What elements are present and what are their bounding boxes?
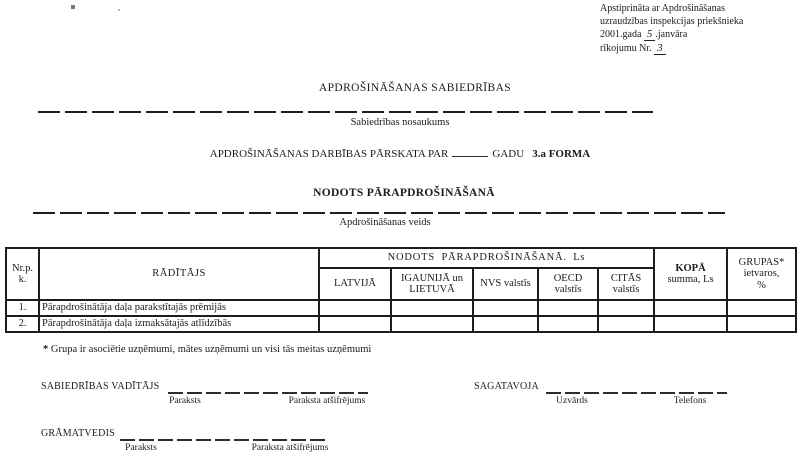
value-cell — [727, 316, 796, 332]
row-number: 2. — [6, 316, 39, 332]
value-cell — [473, 316, 538, 332]
value-cell — [654, 316, 727, 332]
table-row — [6, 316, 796, 332]
report-title — [0, 145, 800, 160]
scan-artifact — [118, 9, 120, 11]
approval-line-1: Apstiprināta ar Apdrošināšanas — [600, 3, 725, 14]
value-cell — [598, 300, 654, 316]
value-cell — [654, 300, 727, 316]
signature-accountant-sub-atsifrejums: Paraksta atšifrējums — [251, 443, 329, 453]
signature-director-label: SABIEDRĪBAS VADĪTĀJS — [41, 381, 160, 392]
section-title: NODOTS PĀRAPDROŠINĀŠANĀ — [313, 187, 495, 199]
signature-director-line — [168, 392, 368, 394]
value-cell — [473, 300, 538, 316]
value-cell — [319, 316, 391, 332]
company-name-label: Sabiedrības nosaukums — [350, 117, 450, 128]
signature-prepared-label: SAGATAVOJA — [474, 381, 539, 392]
column-header-nr: Nr.p. k. — [6, 248, 39, 300]
column-header-indicator: RĀDĪTĀJS — [39, 248, 319, 300]
column-header-estonia-lithuania: IGAUNIJĀ un LIETUVĀ — [391, 268, 473, 300]
table-row — [6, 300, 796, 316]
signature-accountant-sub-paraksts: Paraksts — [125, 443, 157, 453]
value-cell — [391, 316, 473, 332]
company-name-underline — [38, 111, 653, 113]
column-group-header-ceded: NODOTS PĀRAPDROŠINĀŠANĀ. Ls — [319, 248, 654, 268]
signature-accountant-line — [120, 439, 329, 441]
signature-accountant-label: GRĀMATVEDIS — [41, 428, 115, 439]
approval-order-number-handwritten: 3 — [654, 42, 666, 55]
row-indicator: Pārapdrošinātāja daļa parakstītajās prēmijās — [39, 300, 319, 316]
footnote — [43, 344, 371, 355]
column-header-cis: NVS valstīs — [473, 268, 538, 300]
row-number: 1. — [6, 300, 39, 316]
year-blank-field — [452, 145, 488, 157]
approval-line-3: 2001.gada 5 .janvāra — [600, 28, 688, 40]
value-cell — [538, 316, 598, 332]
scan-artifact — [71, 5, 75, 9]
signature-director-sub-atsifrejums: Paraksta atšifrējums — [288, 396, 366, 406]
approval-line-4: rīkojumu Nr. 3 — [600, 42, 798, 56]
value-cell — [319, 300, 391, 316]
column-header-oecd: OECD valstīs — [538, 268, 598, 300]
approval-day-handwritten: 5 — [644, 28, 656, 41]
value-cell — [538, 300, 598, 316]
value-cell — [727, 300, 796, 316]
footnote-marker: * — [43, 344, 49, 355]
signature-prepared-line — [546, 392, 727, 394]
insurance-type-label: Apdrošināšanas veids — [339, 217, 431, 228]
row-indicator: Pārapdrošinātāja daļa izmaksātajās atlīdzībās — [39, 316, 319, 332]
page-title: APDROŠINĀŠANAS SABIEDRĪBAS — [318, 82, 512, 94]
footnote-text: Grupa ir asociētie uzņēmumi, mātes uzņēmumi un visi tās meitas uzņēmumi — [50, 344, 372, 355]
form-number-label: 3.a FORMA — [532, 148, 591, 160]
report-table — [5, 247, 797, 333]
column-header-latvia: LATVIJĀ — [319, 268, 391, 300]
signature-prepared-sub-telefons: Telefons — [673, 396, 707, 406]
report-title-middle: GADU — [492, 148, 525, 160]
signature-director-sub-paraksts: Paraksts — [169, 396, 201, 406]
column-header-group: GRUPAS* ietvaros, % — [727, 248, 796, 300]
approval-line-2: uzraudzības inspekcijas priekšnieka — [600, 15, 744, 27]
value-cell — [598, 316, 654, 332]
column-header-total: KOPĀ summa, Ls — [654, 248, 727, 300]
approval-note — [600, 3, 798, 55]
value-cell — [391, 300, 473, 316]
column-header-other: CITĀS valstīs — [598, 268, 654, 300]
report-title-prefix: APDROŠINĀŠANAS DARBĪBAS PĀRSKATA PAR — [209, 148, 449, 160]
insurance-type-underline — [33, 212, 725, 214]
signature-prepared-sub-uzvards: Uzvārds — [556, 396, 588, 406]
